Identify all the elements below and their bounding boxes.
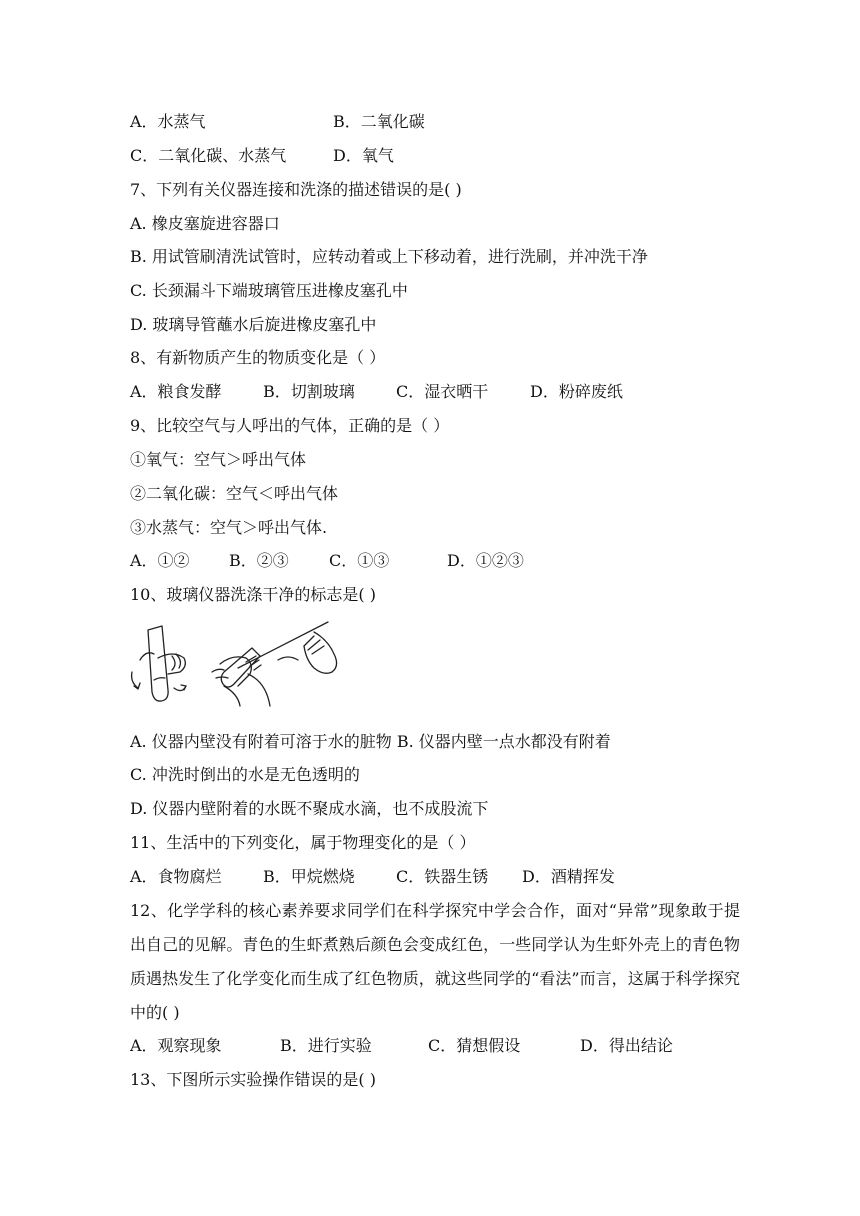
brushing-tube-illustration bbox=[212, 622, 337, 706]
q11-option-a: A．食物腐烂 bbox=[130, 867, 222, 886]
q9-stem: 9、比较空气与人呼出的气体，正确的是（ ） bbox=[130, 416, 450, 435]
q6-option-b: B．二氧化碳 bbox=[333, 112, 425, 131]
q9-option-d: D．①②③ bbox=[447, 551, 524, 570]
q7-stem: 7、下列有关仪器连接和洗涤的描述错误的是( ) bbox=[130, 180, 462, 199]
q6-option-c: C．二氧化碳、水蒸气 bbox=[130, 146, 287, 165]
q12-stem: 12、化学学科的核心素养要求同学们在科学探究中学会合作，面对“异常”现象敢于提出自己的见解。青色的生虾煮熟后颜色会变成红色，一些同学认为生虾外壳上的青色物质遇热发生了化学变化而生成了红色物质，就这些同学的“看法”而言，这属于科学探究中的( ) bbox=[130, 901, 740, 1022]
test-tube-washing-figure bbox=[128, 620, 343, 712]
q8-option-a: A．粮食发酵 bbox=[130, 382, 222, 401]
q11-option-d: D．酒精挥发 bbox=[522, 867, 615, 886]
q11-option-c: C．铁器生锈 bbox=[396, 867, 489, 886]
q12-option-b: B．进行实验 bbox=[280, 1036, 372, 1055]
q10-option-c: C. 冲洗时倒出的水是无色透明的 bbox=[130, 765, 360, 784]
q8-stem: 8、有新物质产生的物质变化是（ ） bbox=[130, 348, 386, 367]
q8-option-c: C．湿衣晒干 bbox=[396, 382, 489, 401]
q9-option-b: B．②③ bbox=[229, 551, 289, 570]
q7-option-d: D. 玻璃导管蘸水后旋进橡皮塞孔中 bbox=[130, 315, 377, 334]
q11-stem: 11、生活中的下列变化，属于物理变化的是（ ） bbox=[130, 833, 476, 852]
q6-option-d: D．氧气 bbox=[333, 146, 394, 165]
q12-option-d: D．得出结论 bbox=[580, 1036, 673, 1055]
q9-option-a: A．①② bbox=[130, 551, 190, 570]
q10-option-ab: A. 仪器内壁没有附着可溶于水的脏物 B. 仪器内壁一点水都没有附着 bbox=[130, 732, 611, 751]
q12-option-c: C．猜想假设 bbox=[428, 1036, 521, 1055]
q7-option-b: B. 用试管刷清洗试管时，应转动着或上下移动着，进行洗刷，并冲洗干净 bbox=[130, 247, 648, 266]
q9-statement-2: ②二氧化碳：空气＜呼出气体 bbox=[130, 484, 339, 503]
q9-statement-3: ③水蒸气：空气＞呼出气体. bbox=[130, 518, 328, 537]
q11-option-b: B．甲烷燃烧 bbox=[263, 867, 355, 886]
q6-option-a: A．水蒸气 bbox=[130, 112, 206, 131]
q9-statement-1: ①氧气：空气＞呼出气体 bbox=[130, 450, 307, 469]
q9-option-c: C．①③ bbox=[329, 551, 390, 570]
q10-option-d: D. 仪器内壁附着的水既不聚成水滴，也不成股流下 bbox=[130, 799, 489, 818]
q12-option-a: A．观察现象 bbox=[130, 1036, 222, 1055]
q8-option-b: B．切割玻璃 bbox=[263, 382, 355, 401]
q10-stem: 10、玻璃仪器洗涤干净的标志是( ) bbox=[130, 585, 376, 604]
q7-option-a: A. 橡皮塞旋进容器口 bbox=[130, 214, 280, 233]
q13-stem: 13、下图所示实验操作错误的是( ) bbox=[130, 1070, 376, 1089]
shaking-tube-illustration bbox=[132, 626, 186, 701]
q8-option-d: D．粉碎废纸 bbox=[530, 382, 623, 401]
q7-option-c: C. 长颈漏斗下端玻璃管压进橡皮塞孔中 bbox=[130, 281, 408, 300]
